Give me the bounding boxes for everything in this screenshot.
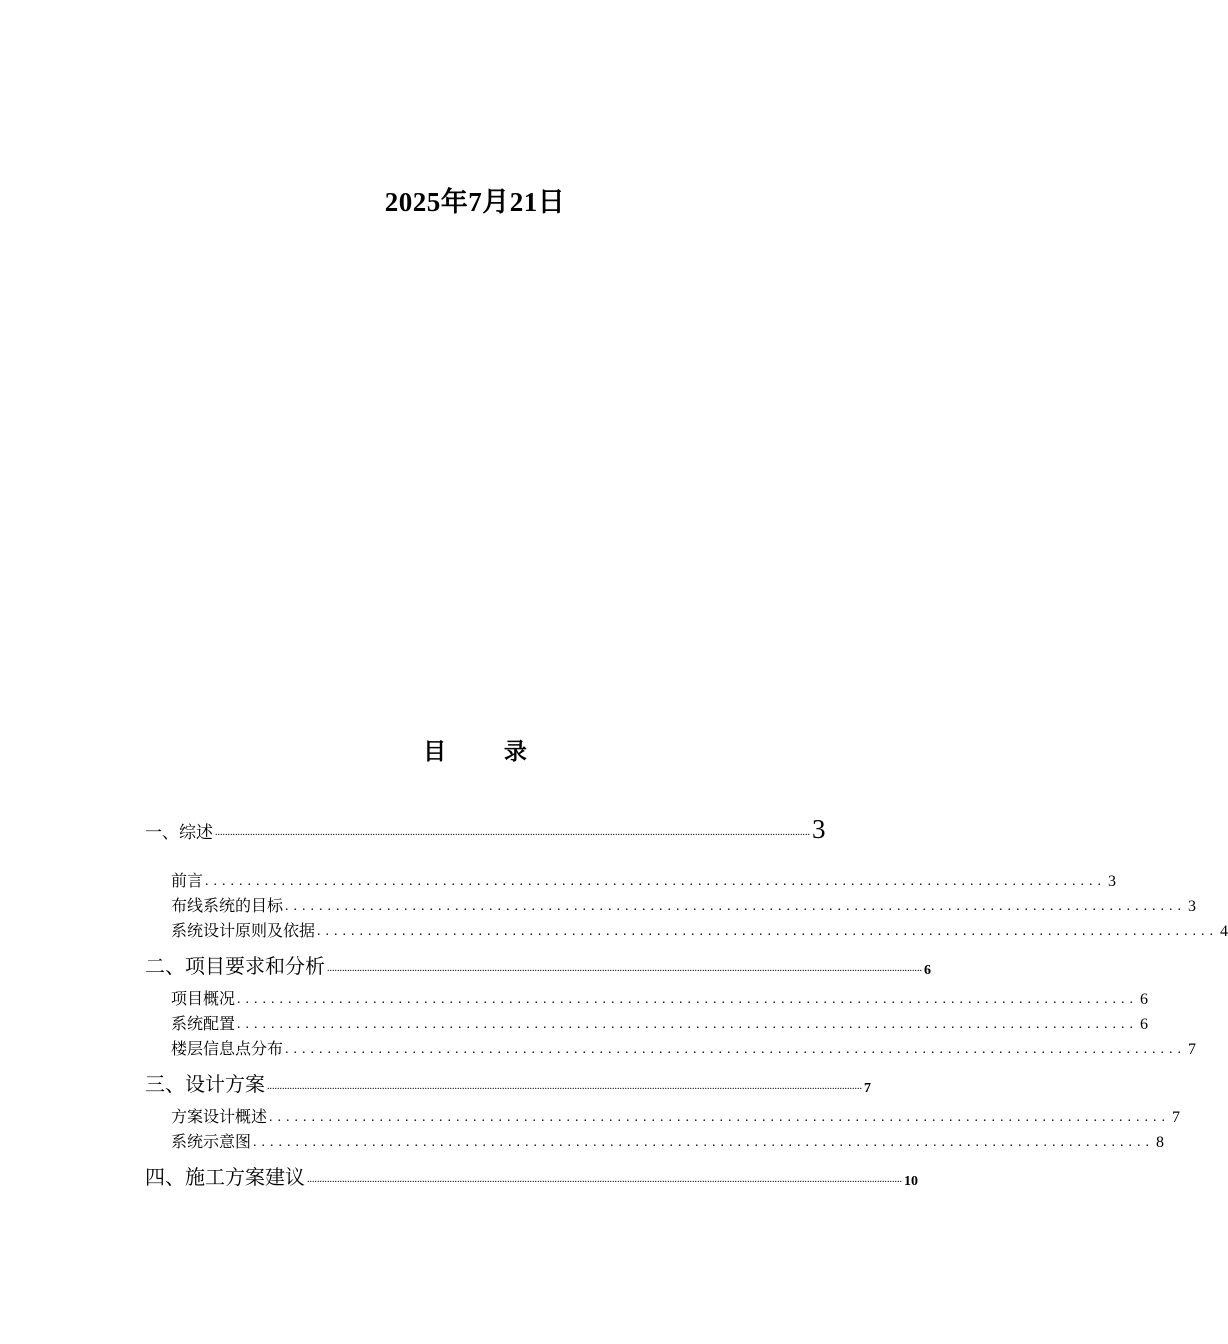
toc-entry-label: 系统示意图: [171, 1134, 252, 1151]
toc-entry-page: 3: [812, 814, 826, 844]
toc-entry-page: 7: [1172, 1109, 1181, 1126]
toc-entry-goals[interactable]: [171, 893, 1197, 916]
toc-entry-label: 三、设计方案: [145, 1074, 265, 1096]
toc-entry-label: 系统设计原则及依据: [171, 923, 316, 940]
toc-entry-label: 布线系统的目标: [171, 898, 284, 915]
toc-entry-page: 7: [864, 1081, 871, 1096]
toc-entry-construction[interactable]: [145, 1161, 918, 1190]
toc-entry-preface[interactable]: [171, 868, 1117, 891]
dot-leader: ..........................................................................................................: [269, 1110, 1171, 1125]
toc-entry-label: 楼层信息点分布: [171, 1041, 284, 1058]
toc-title: 目 录: [423, 739, 527, 764]
dot-leader: ..........................................................................................................: [237, 1017, 1139, 1032]
toc-entry-system-diagram[interactable]: [171, 1129, 1165, 1152]
toc-entry-label: 四、施工方案建议: [145, 1167, 305, 1189]
toc-entry-label: 方案设计概述: [171, 1109, 268, 1126]
dot-leader: ..............................................................................................................................................................................................................................................: [307, 1174, 902, 1185]
toc-entry-page: 6: [1140, 991, 1149, 1008]
dot-leader: ..........................................................................................................: [205, 874, 1107, 889]
toc-entry-page: 3: [1108, 873, 1117, 890]
toc-entry-design-overview[interactable]: [171, 1104, 1181, 1127]
dot-leader: ..........................................................................................................: [285, 899, 1187, 914]
dot-leader: ..........................................................................................................: [237, 992, 1139, 1007]
dot-leader: ..............................................................................................................................................................................................................................................: [267, 1081, 862, 1092]
toc-entry-page: 6: [924, 963, 931, 978]
toc-entry-label: 一、综述: [145, 823, 213, 842]
dot-leader: ..............................................................................................................................................................................................................................................: [215, 827, 810, 838]
toc-entry-overview[interactable]: [145, 814, 826, 844]
dot-leader: ..............................................................................................................................................................................................................................................: [327, 963, 922, 974]
toc-entry-requirements[interactable]: [145, 950, 931, 979]
dot-leader: ..........................................................................................................: [285, 1042, 1187, 1057]
toc-entry-floor-points[interactable]: [171, 1036, 1197, 1059]
dot-leader: ..........................................................................................................: [253, 1135, 1155, 1150]
document-date: 2025年7月21日: [384, 187, 566, 217]
toc-entry-page: 3: [1188, 898, 1197, 915]
toc-entry-label: 系统配置: [171, 1016, 236, 1033]
toc-entry-label: 前言: [171, 873, 204, 890]
toc-entry-page: 10: [904, 1174, 918, 1189]
dot-leader: ..........................................................................................................: [317, 924, 1219, 939]
toc-entry-principles[interactable]: [171, 918, 1228, 941]
toc-entry-page: 7: [1188, 1041, 1197, 1058]
toc-entry-design[interactable]: [145, 1068, 871, 1097]
toc-entry-label: 项目概况: [171, 991, 236, 1008]
toc-entry-page: 4: [1220, 923, 1228, 940]
toc-entry-system-config[interactable]: [171, 1011, 1149, 1034]
toc-entry-page: 8: [1156, 1134, 1165, 1151]
toc-entry-label: 二、项目要求和分析: [145, 956, 325, 978]
toc-entry-page: 6: [1140, 1016, 1149, 1033]
toc-entry-project-overview[interactable]: [171, 986, 1149, 1009]
